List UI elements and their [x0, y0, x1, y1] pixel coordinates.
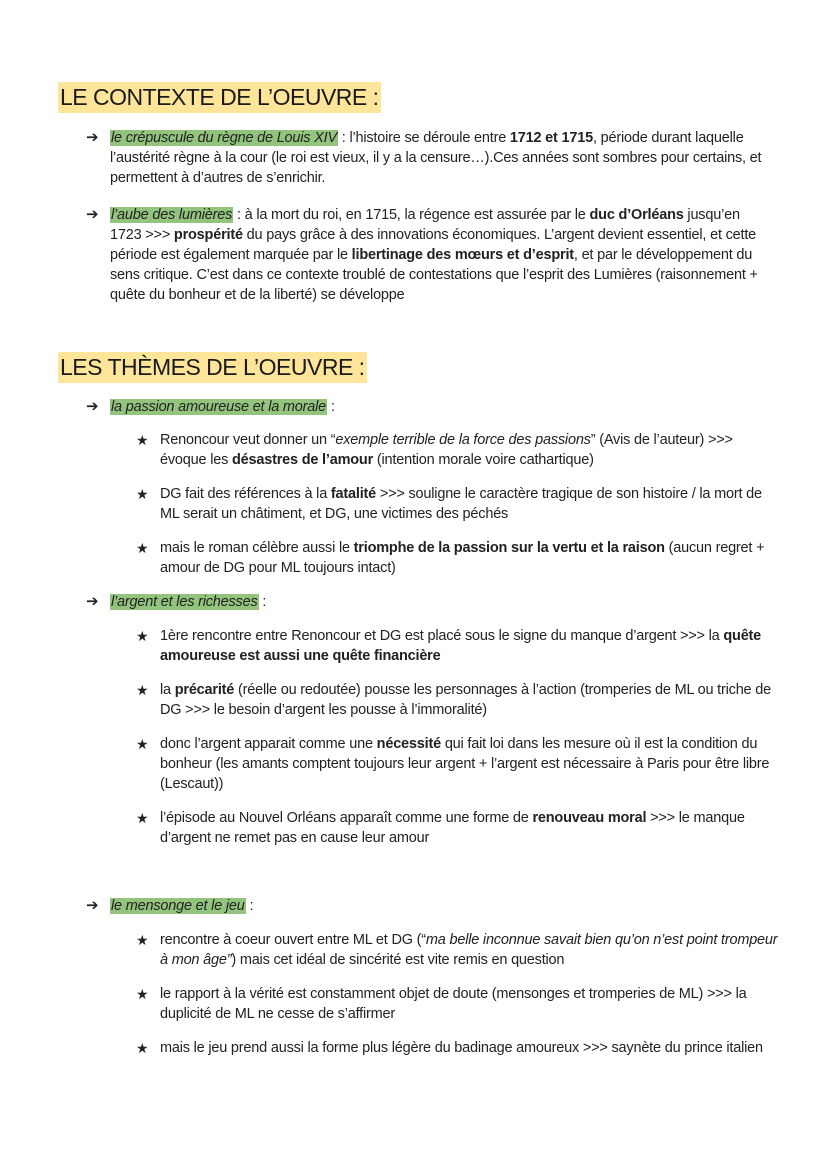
text: du pays grâce à des innovations économiques. L’argent devient essentiel, et cette période est également marquée par le: [110, 227, 757, 263]
star-bullet-icon: ★: [136, 810, 149, 826]
bold-text: nécessité: [376, 736, 441, 752]
text: rencontre à coeur ouvert entre ML et DG (“: [160, 932, 426, 948]
text: :: [327, 399, 335, 415]
star-bullet-icon: ★: [136, 986, 149, 1002]
highlighted-label: le mensonge et le jeu: [111, 898, 245, 914]
text: , période durant laquelle l’austérité règne à la cour (le roi est vieux, il y a la censure…).Ces années sont sombres pour certains, et permettent à d’autres de s’enrichir.: [110, 130, 762, 186]
section-heading-themes: LES THÈMES DE L’OEUVRE :: [58, 352, 367, 383]
text: mais le jeu prend aussi la forme plus légère du badinage amoureux >>> saynète du prince italien: [160, 1040, 763, 1056]
arrow-bullet-icon: ➔: [86, 593, 99, 610]
star-bullet-icon: ★: [136, 682, 149, 698]
text: : l’histoire se déroule entre: [337, 130, 510, 146]
text: mais le roman célèbre aussi le: [160, 540, 354, 556]
bold-text: duc d’Orléans: [589, 207, 684, 223]
text: ” (Avis de l’auteur) >>> évoque les: [160, 432, 733, 468]
star-bullet-icon: ★: [136, 932, 149, 948]
star-bullet-icon: ★: [136, 736, 149, 752]
bold-text: précarité: [174, 682, 235, 698]
bold-text: désastres de l’amour: [231, 452, 374, 468]
text: donc l’argent apparait comme une: [160, 736, 377, 752]
list-item: [160, 538, 780, 578]
star-bullet-icon: ★: [136, 486, 149, 502]
highlighted-label: la passion amoureuse et la morale: [111, 399, 327, 415]
list-item: [160, 734, 780, 794]
list-item: [160, 430, 780, 470]
context-item-louis-xiv: [110, 128, 770, 188]
text: : à la mort du roi, en 1715, la régence est assurée par le: [233, 207, 590, 223]
text: l’épisode au Nouvel Orléans apparaît comme une forme de: [160, 810, 533, 826]
highlighted-label: l’argent et les richesses: [111, 594, 258, 610]
text: la: [160, 682, 175, 698]
highlighted-label: le crépuscule du règne de Louis XIV: [111, 130, 337, 146]
text: (réelle ou redoutée) pousse les personnages à l’action (tromperies de ML ou triche de DG >>> le besoin d’argent les pousse à l’immoralité): [160, 682, 771, 718]
bold-text: fatalité: [330, 486, 377, 502]
text: (intention morale voire cathartique): [373, 452, 594, 468]
list-item: [160, 1038, 780, 1058]
text: jusqu’en 1723 >>>: [110, 207, 740, 243]
list-item: [160, 484, 780, 524]
theme-mensonge: [110, 896, 770, 916]
bold-text: libertinage des mœurs et d’esprit: [351, 247, 574, 263]
star-bullet-icon: ★: [136, 540, 149, 556]
arrow-bullet-icon: ➔: [86, 206, 99, 223]
text: qui fait loi dans les mesure où il est la condition du bonheur (les amants comptent toujours leur argent + l’argent est nécessaire à Paris pour être libre (Lescaut)): [160, 736, 770, 792]
theme-argent: [110, 592, 770, 612]
section-heading-context: LE CONTEXTE DE L’OEUVRE :: [58, 82, 381, 113]
star-bullet-icon: ★: [136, 628, 149, 644]
highlighted-label: l’aube des lumières: [111, 207, 233, 223]
list-item: [160, 680, 780, 720]
bold-text: prospérité: [173, 227, 243, 243]
text: ) mais cet idéal de sincérité est vite remis en question: [231, 952, 565, 968]
text: >>> le manque d’argent ne remet pas en cause leur amour: [160, 810, 745, 846]
bold-text: quête amoureuse est aussi une quête financière: [160, 628, 762, 664]
theme-passion: [110, 397, 770, 417]
italic-text: exemple terrible de la force des passions: [335, 432, 591, 448]
star-bullet-icon: ★: [136, 1040, 149, 1056]
text: >>> souligne le caractère tragique de son histoire / la mort de ML serait un châtiment, et DG, une victimes des péchés: [160, 486, 762, 522]
list-item: [160, 626, 780, 666]
text: (aucun regret + amour de DG pour ML toujours intact): [160, 540, 765, 576]
text: le rapport à la vérité est constamment objet de doute (mensonges et tromperies de ML) >>> la duplicité de ML ne cesse de s’affirmer: [160, 986, 747, 1022]
text: :: [245, 898, 254, 914]
bold-text: triomphe de la passion sur la vertu et la raison: [353, 540, 665, 556]
text: :: [258, 594, 267, 610]
star-bullet-icon: ★: [136, 432, 149, 448]
italic-text: ma belle inconnue savait bien qu’on n’est point trompeur à mon âge”: [160, 932, 778, 968]
text: , et par le développement du sens critique. C’est dans ce contexte troublé de contestations que l’esprit des Lumières (raisonnement + quête du bonheur et de la liberté) se développe: [110, 247, 758, 303]
context-item-lumieres: [110, 205, 770, 305]
text: Renoncour veut donner un “: [160, 432, 336, 448]
arrow-bullet-icon: ➔: [86, 129, 99, 146]
bold-text: 1712 et 1715: [509, 130, 593, 146]
arrow-bullet-icon: ➔: [86, 398, 99, 415]
text: DG fait des références à la: [160, 486, 331, 502]
list-item: [160, 984, 780, 1024]
bold-text: renouveau moral: [532, 810, 647, 826]
arrow-bullet-icon: ➔: [86, 897, 99, 914]
list-item: [160, 808, 780, 848]
text: 1ère rencontre entre Renoncour et DG est placé sous le signe du manque d’argent >>> la: [160, 628, 724, 644]
list-item: [160, 930, 780, 970]
